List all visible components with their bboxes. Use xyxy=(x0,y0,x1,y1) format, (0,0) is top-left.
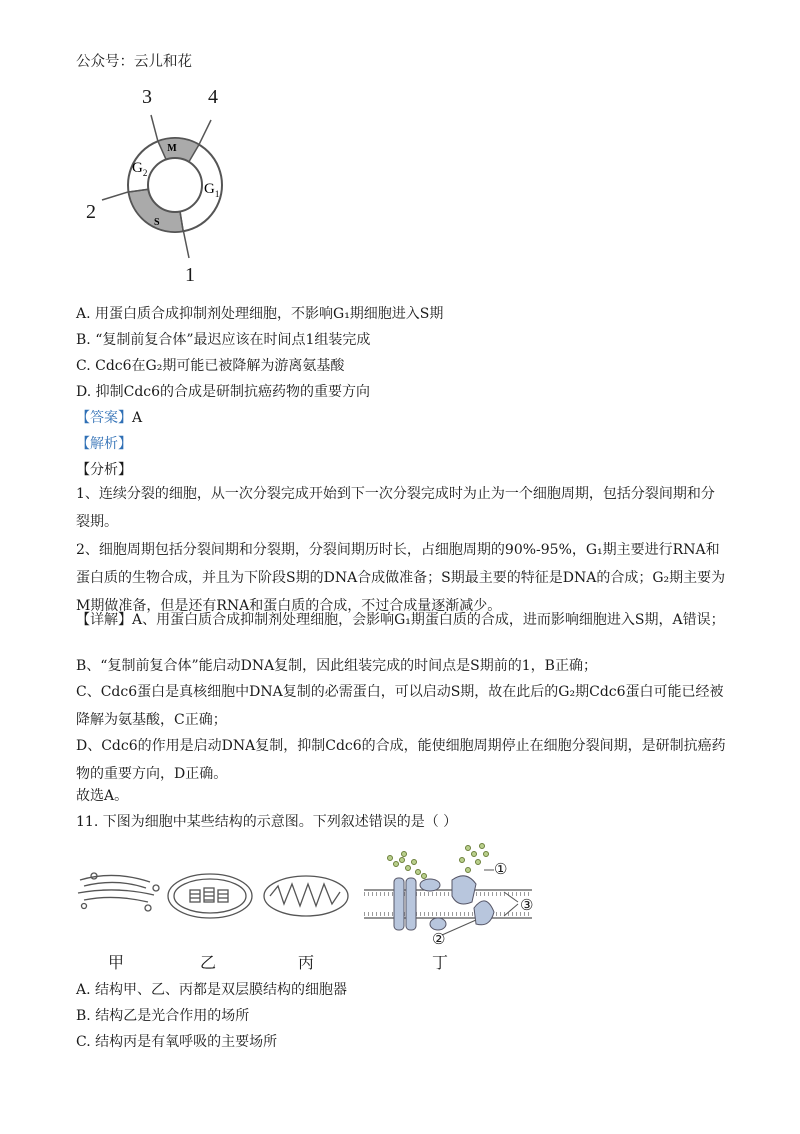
label-jia: 甲 xyxy=(108,953,125,972)
q11-stem: 11. 下图为细胞中某些结构的示意图。下列叙述错误的是（ ） xyxy=(76,814,458,830)
mitochondrion-structure xyxy=(264,876,348,916)
s-phase-label: S xyxy=(154,217,160,228)
q11-option-a: A. 结构甲、乙、丙都是双层膜结构的细胞器 xyxy=(76,982,348,998)
organelle-diagram xyxy=(74,840,544,940)
callout-1: ① xyxy=(494,860,508,878)
fenxi-label: 【分析】 xyxy=(76,462,132,478)
answer-label: 【答案】 xyxy=(76,410,132,426)
source-header: 公众号：云儿和花 xyxy=(76,54,192,70)
analysis-label: 【解析】 xyxy=(76,436,132,452)
m-phase-label: M xyxy=(167,143,177,154)
conclusion: 故选A。 xyxy=(76,788,129,804)
callout-2: ② xyxy=(432,930,446,948)
detail-d: D、Cdc6的作用是启动DNA复制，抑制Cdc6的合成，能使细胞周期停止在细胞分裂间期，是研制抗癌药物的重要方向，D正确。 xyxy=(76,738,726,782)
marker-line-1 xyxy=(184,232,190,259)
marker-line-2 xyxy=(102,192,128,200)
analysis-point-1: 1、连续分裂的细胞，从一次分裂完成开始到下一次分裂完成时为止为一个细胞周期，包括分裂间期和分裂期。 xyxy=(76,486,715,530)
marker-4: 4 xyxy=(208,86,218,108)
option-b: B. “复制前复合体”最迟应该在时间点1组装完成 xyxy=(76,332,371,348)
marker-2: 2 xyxy=(86,201,96,223)
q11-figure xyxy=(74,840,544,940)
cell-cycle-diagram xyxy=(80,80,280,295)
marker-3: 3 xyxy=(142,86,152,108)
q11-option-c: C. 结构丙是有氧呼吸的主要场所 xyxy=(76,1034,278,1050)
detail-a-text: A、用蛋白质合成抑制剂处理细胞，会影响G₁期蛋白质的合成，进而影响细胞进入S期，A错误； xyxy=(132,612,725,628)
g1-phase-label: $G_1$ xyxy=(204,181,220,199)
chloroplast-structure xyxy=(168,874,252,918)
option-d: D. 抑制Cdc6的合成是研制抗癌药物的重要方向 xyxy=(76,384,371,400)
detail-c: C、Cdc6蛋白是真核细胞中DNA复制的必需蛋白，可以启动S期，故在此后的G₂期Cdc6蛋白可能已经被降解为氨基酸，C正确； xyxy=(76,684,724,728)
q11-option-b: B. 结构乙是光合作用的场所 xyxy=(76,1008,250,1024)
marker-1: 1 xyxy=(185,264,195,286)
detail-b: B、“复制前复合体”能启动DNA复制，因此组装完成的时间点是S期前的1，B正确； xyxy=(76,658,597,674)
detail-a xyxy=(76,606,726,634)
answer-line xyxy=(76,408,142,428)
inner-ring xyxy=(148,158,202,212)
marker-line-3 xyxy=(151,115,158,141)
label-yi: 乙 xyxy=(200,953,217,972)
answer-value: A xyxy=(132,410,143,426)
detail-label: 【详解】 xyxy=(76,612,132,628)
option-a: A. 用蛋白质合成抑制剂处理细胞，不影响G₁期细胞进入S期 xyxy=(76,306,444,322)
g2-phase-label: $G_2$ xyxy=(132,160,148,178)
membrane-structure xyxy=(364,844,532,936)
analysis-point-2: 2、细胞周期包括分裂间期和分裂期，分裂间期历时长，占细胞周期的90%-95%，G₁期主要进行RNA和蛋白质的生物合成，并且为下阶段S期的DNA合成做准备；S期最主要的特征是DNA的合成；G₂期主要为M期做准备，但是还有RNA和蛋白质的合成，不过合成量逐渐减少。 xyxy=(76,542,726,614)
option-c: C. Cdc6在G₂期可能已被降解为游离氨基酸 xyxy=(76,358,345,374)
marker-line-4 xyxy=(199,120,211,145)
label-bing: 丙 xyxy=(298,953,315,972)
callout-3: ③ xyxy=(520,896,534,914)
golgi-structure xyxy=(78,873,159,911)
cell-cycle-figure xyxy=(80,80,280,295)
label-ding: 丁 xyxy=(432,953,449,972)
